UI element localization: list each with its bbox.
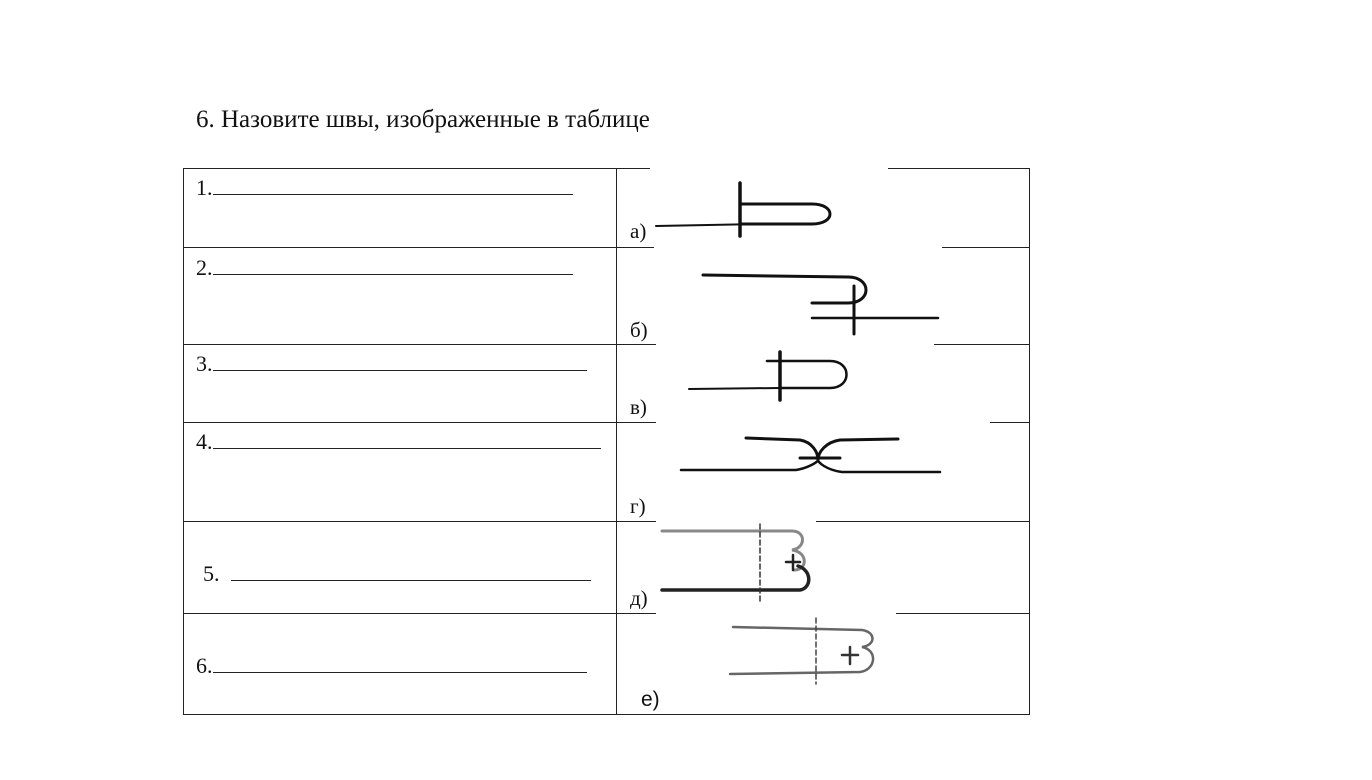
row-number: 3.	[196, 351, 213, 376]
row-number: 6.	[196, 653, 213, 678]
seam-letter-d: д)	[630, 586, 648, 610]
row-number: 1.	[196, 175, 213, 200]
seam-letter-a: а)	[630, 219, 647, 243]
seam-letter-e: е)	[641, 688, 660, 711]
seam-letter-v: в)	[630, 395, 647, 419]
row-number: 4.	[196, 429, 213, 454]
seam-letter-b: б)	[630, 318, 648, 342]
seam-letter-g: г)	[630, 494, 646, 518]
page-title: 6. Назовите швы, изображенные в таблице	[196, 106, 650, 133]
row-number: 5.	[203, 561, 220, 586]
row-number: 2.	[196, 255, 213, 280]
